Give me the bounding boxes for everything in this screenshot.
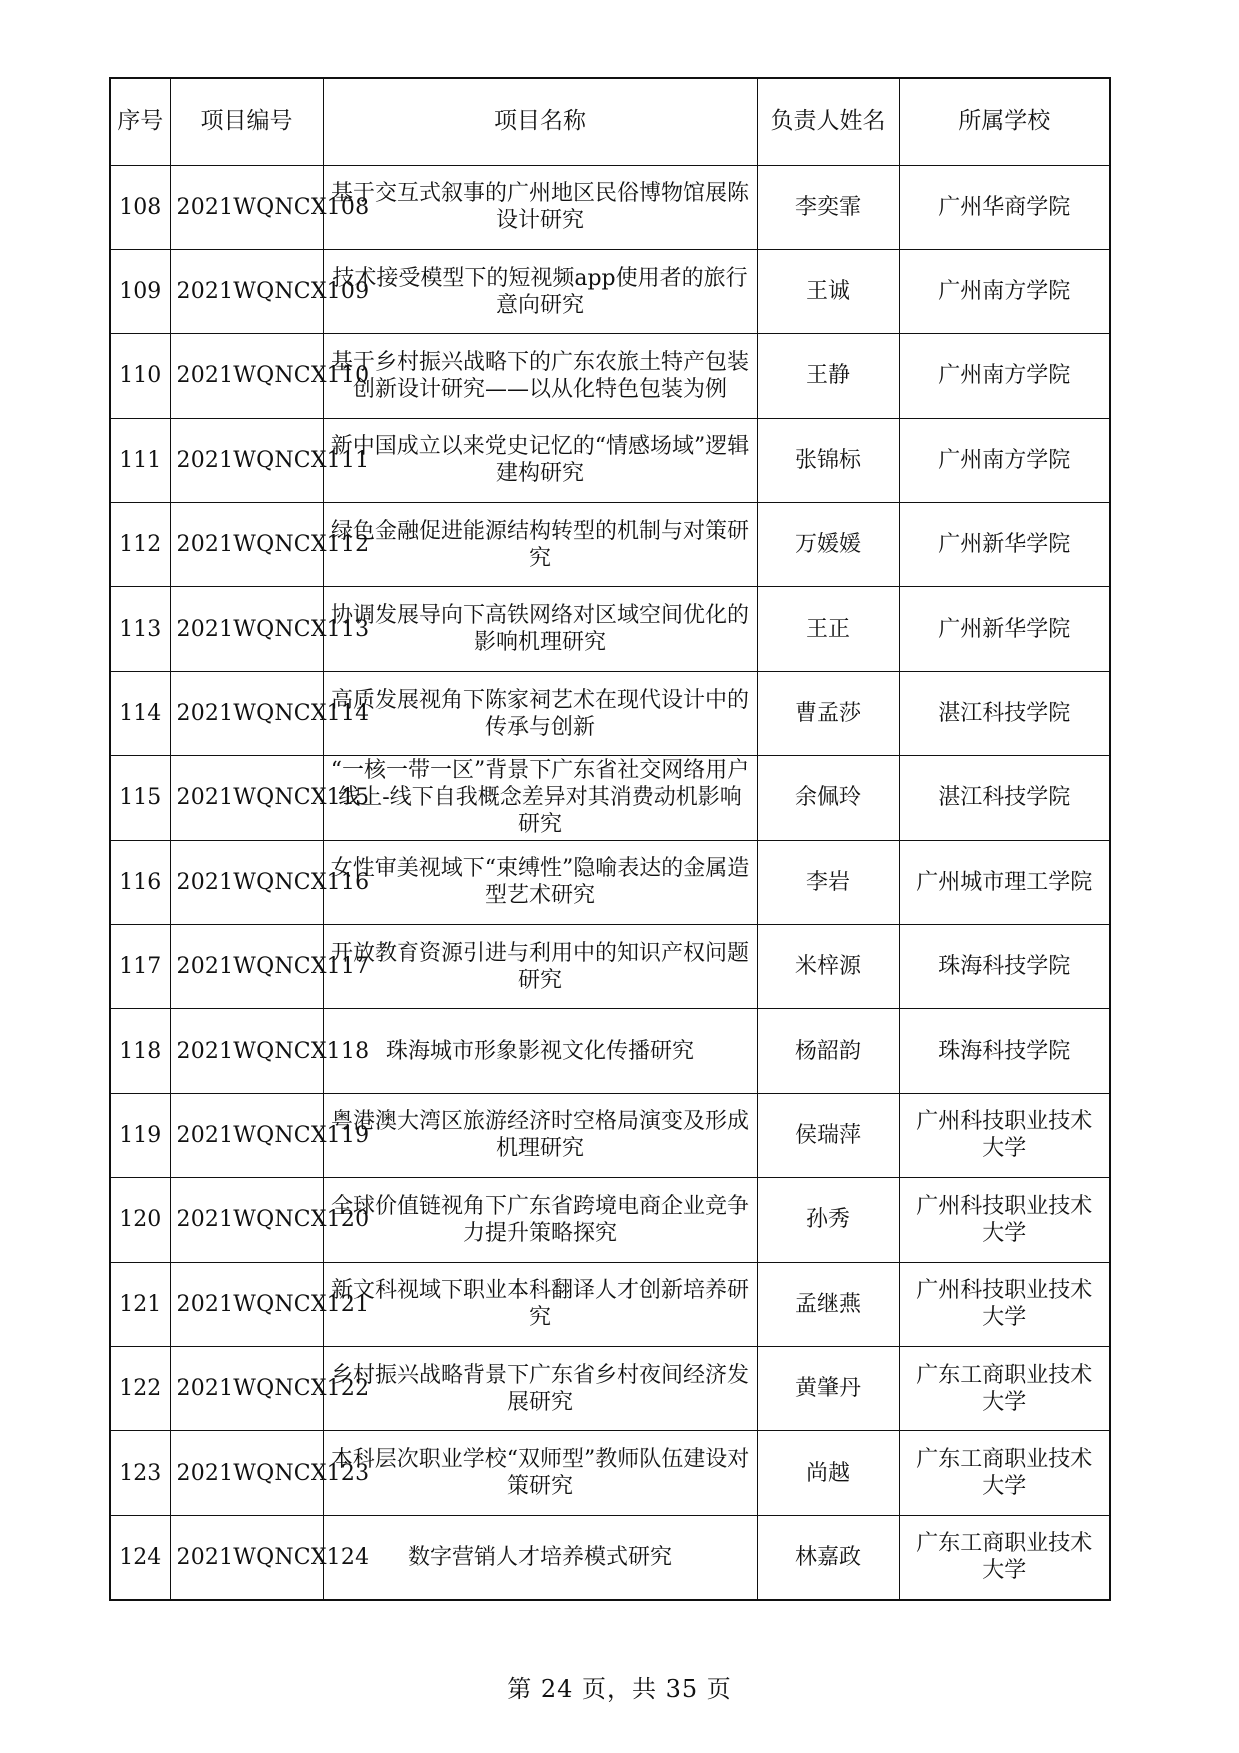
cell-project-name: 数字营销人才培养模式研究 — [323, 1515, 757, 1599]
cell-code: 2021WQNCX115 — [170, 756, 323, 840]
cell-no: 122 — [110, 1346, 170, 1430]
cell-no: 121 — [110, 1262, 170, 1346]
cell-project-name: 本科层次职业学校“双师型”教师队伍建设对策研究 — [323, 1431, 757, 1515]
table-row — [110, 587, 1110, 671]
cell-project-name: 基于交互式叙事的广州地区民俗博物馆展陈设计研究 — [323, 165, 757, 249]
cell-project-name: 女性审美视域下“束缚性”隐喻表达的金属造型艺术研究 — [323, 840, 757, 924]
header-name: 项目名称 — [323, 78, 757, 165]
cell-no: 112 — [110, 503, 170, 587]
cell-school: 广州南方学院 — [899, 334, 1110, 418]
cell-leader: 万媛媛 — [757, 503, 899, 587]
cell-no: 116 — [110, 840, 170, 924]
cell-school: 广州华商学院 — [899, 165, 1110, 249]
cell-leader: 王静 — [757, 334, 899, 418]
cell-school: 湛江科技学院 — [899, 756, 1110, 840]
header-leader: 负责人姓名 — [757, 78, 899, 165]
cell-school: 湛江科技学院 — [899, 671, 1110, 755]
table-row — [110, 671, 1110, 755]
cell-no: 109 — [110, 249, 170, 333]
cell-school: 广东工商职业技术大学 — [899, 1346, 1110, 1430]
cell-code: 2021WQNCX109 — [170, 249, 323, 333]
cell-leader: 孙秀 — [757, 1178, 899, 1262]
cell-code: 2021WQNCX118 — [170, 1009, 323, 1093]
table-row — [110, 1178, 1110, 1262]
table-row — [110, 1346, 1110, 1430]
table-row — [110, 165, 1110, 249]
cell-no: 113 — [110, 587, 170, 671]
cell-leader: 杨韶韵 — [757, 1009, 899, 1093]
cell-school: 广州科技职业技术大学 — [899, 1178, 1110, 1262]
cell-code: 2021WQNCX108 — [170, 165, 323, 249]
cell-code: 2021WQNCX117 — [170, 925, 323, 1009]
cell-school: 广州南方学院 — [899, 249, 1110, 333]
cell-school: 广州科技职业技术大学 — [899, 1093, 1110, 1177]
table-row — [110, 840, 1110, 924]
cell-project-name: 高质发展视角下陈家祠艺术在现代设计中的传承与创新 — [323, 671, 757, 755]
cell-code: 2021WQNCX123 — [170, 1431, 323, 1515]
cell-no: 110 — [110, 334, 170, 418]
cell-school: 广州南方学院 — [899, 418, 1110, 502]
cell-no: 117 — [110, 925, 170, 1009]
cell-school: 广州科技职业技术大学 — [899, 1262, 1110, 1346]
cell-code: 2021WQNCX110 — [170, 334, 323, 418]
header-no: 序号 — [110, 78, 170, 165]
table-row — [110, 418, 1110, 502]
cell-school: 广东工商职业技术大学 — [899, 1515, 1110, 1599]
cell-code: 2021WQNCX119 — [170, 1093, 323, 1177]
cell-leader: 林嘉政 — [757, 1515, 899, 1599]
cell-code: 2021WQNCX113 — [170, 587, 323, 671]
cell-no: 118 — [110, 1009, 170, 1093]
table-header-row — [110, 78, 1110, 165]
cell-no: 115 — [110, 756, 170, 840]
cell-leader: 王正 — [757, 587, 899, 671]
cell-project-name: 技术接受模型下的短视频app使用者的旅行意向研究 — [323, 249, 757, 333]
table-row — [110, 503, 1110, 587]
cell-leader: 余佩玲 — [757, 756, 899, 840]
cell-school: 广州城市理工学院 — [899, 840, 1110, 924]
cell-leader: 李奕霏 — [757, 165, 899, 249]
project-list-sheet — [109, 77, 1109, 1601]
cell-code: 2021WQNCX111 — [170, 418, 323, 502]
cell-code: 2021WQNCX121 — [170, 1262, 323, 1346]
table-body — [110, 165, 1110, 1600]
cell-leader: 曹孟莎 — [757, 671, 899, 755]
table-row — [110, 1515, 1110, 1599]
cell-no: 114 — [110, 671, 170, 755]
cell-no: 111 — [110, 418, 170, 502]
cell-school: 广州新华学院 — [899, 587, 1110, 671]
cell-leader: 李岩 — [757, 840, 899, 924]
cell-project-name: “一核一带一区”背景下广东省社交网络用户线上-线下自我概念差异对其消费动机影响研究 — [323, 756, 757, 840]
cell-leader: 尚越 — [757, 1431, 899, 1515]
cell-school: 广东工商职业技术大学 — [899, 1431, 1110, 1515]
header-school: 所属学校 — [899, 78, 1110, 165]
table-row — [110, 925, 1110, 1009]
cell-no: 123 — [110, 1431, 170, 1515]
cell-project-name: 开放教育资源引进与利用中的知识产权问题研究 — [323, 925, 757, 1009]
cell-project-name: 全球价值链视角下广东省跨境电商企业竞争力提升策略探究 — [323, 1178, 757, 1262]
table-row — [110, 1431, 1110, 1515]
cell-school: 珠海科技学院 — [899, 1009, 1110, 1093]
cell-code: 2021WQNCX112 — [170, 503, 323, 587]
cell-code: 2021WQNCX114 — [170, 671, 323, 755]
cell-project-name: 乡村振兴战略背景下广东省乡村夜间经济发展研究 — [323, 1346, 757, 1430]
table-row — [110, 249, 1110, 333]
table-row — [110, 1262, 1110, 1346]
table-row — [110, 1009, 1110, 1093]
cell-project-name: 绿色金融促进能源结构转型的机制与对策研究 — [323, 503, 757, 587]
table-row — [110, 756, 1110, 840]
cell-no: 124 — [110, 1515, 170, 1599]
cell-leader: 张锦标 — [757, 418, 899, 502]
cell-leader: 孟继燕 — [757, 1262, 899, 1346]
table-row — [110, 1093, 1110, 1177]
cell-school: 珠海科技学院 — [899, 925, 1110, 1009]
table-row — [110, 334, 1110, 418]
cell-code: 2021WQNCX120 — [170, 1178, 323, 1262]
cell-no: 120 — [110, 1178, 170, 1262]
cell-project-name: 基于乡村振兴战略下的广东农旅土特产包装创新设计研究——以从化特色包装为例 — [323, 334, 757, 418]
cell-code: 2021WQNCX116 — [170, 840, 323, 924]
cell-code: 2021WQNCX124 — [170, 1515, 323, 1599]
cell-project-name: 新中国成立以来党史记忆的“情感场域”逻辑建构研究 — [323, 418, 757, 502]
header-code: 项目编号 — [170, 78, 323, 165]
cell-code: 2021WQNCX122 — [170, 1346, 323, 1430]
cell-project-name: 协调发展导向下高铁网络对区域空间优化的影响机理研究 — [323, 587, 757, 671]
project-table — [109, 77, 1111, 1601]
cell-no: 108 — [110, 165, 170, 249]
cell-project-name: 新文科视域下职业本科翻译人才创新培养研究 — [323, 1262, 757, 1346]
cell-leader: 米梓源 — [757, 925, 899, 1009]
cell-school: 广州新华学院 — [899, 503, 1110, 587]
cell-leader: 黄肇丹 — [757, 1346, 899, 1430]
cell-no: 119 — [110, 1093, 170, 1177]
cell-project-name: 珠海城市形象影视文化传播研究 — [323, 1009, 757, 1093]
page-number: 第 24 页，共 35 页 — [507, 1675, 732, 1703]
cell-leader: 侯瑞萍 — [757, 1093, 899, 1177]
cell-project-name: 粤港澳大湾区旅游经济时空格局演变及形成机理研究 — [323, 1093, 757, 1177]
cell-leader: 王诚 — [757, 249, 899, 333]
